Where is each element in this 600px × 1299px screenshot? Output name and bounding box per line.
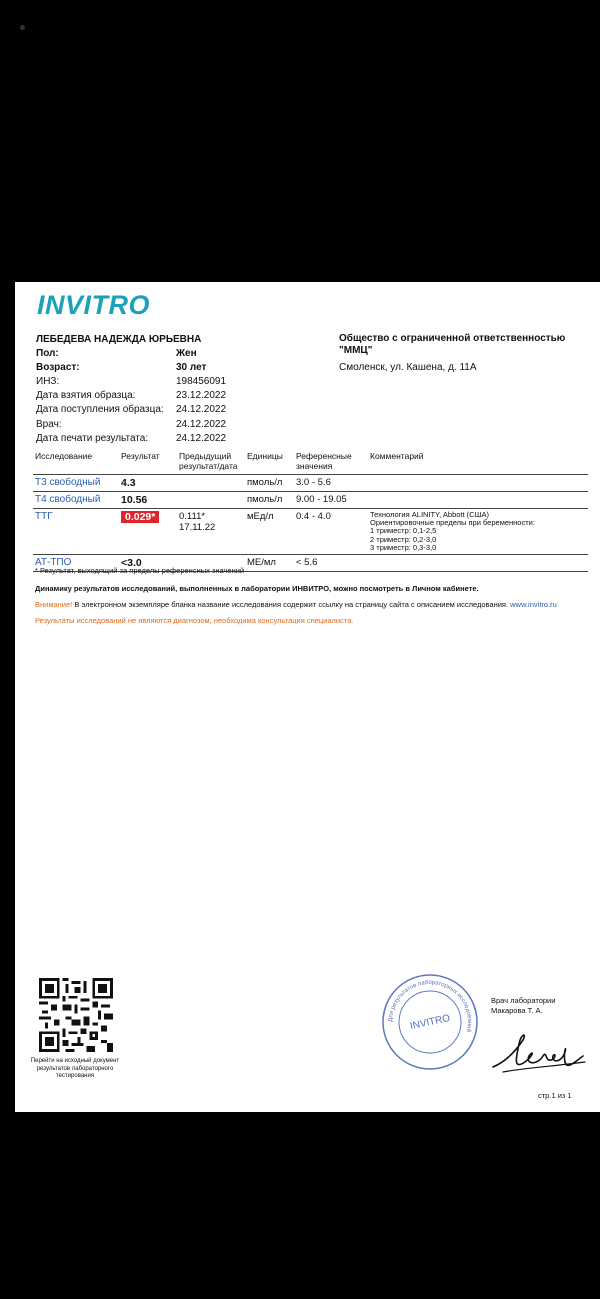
header-ref: Референсные значения: [296, 451, 352, 471]
warning-text: В электронном экземпляре бланка название исследования содержит ссылку на страницу сайта с описанием исследования.: [72, 600, 511, 609]
lab-result-sheet: [15, 282, 600, 1112]
stamp-icon: [380, 972, 480, 1072]
field-inz: ИНЗ: 198456091: [36, 376, 227, 388]
qr-caption: Перейти на исходный документ результатов лабораторного тестирования: [30, 1058, 120, 1079]
prev-value: [177, 475, 245, 492]
doctor-name: Макарова Т. А.: [491, 1006, 543, 1015]
dynamics-note: Динамику результатов исследований, выполненных в лаборатории ИНВИТРО, можно посмотреть в Личном кабинете.: [35, 584, 479, 593]
test-link-t4[interactable]: Т4 свободный: [35, 494, 101, 505]
qr-code-icon[interactable]: [39, 978, 113, 1052]
org-name-line1: Общество с ограниченной ответственностью: [339, 333, 566, 344]
table-row: [33, 509, 588, 555]
warning-prefix: Внимание!: [35, 600, 73, 609]
results-table: [33, 449, 588, 572]
patient-info: [36, 333, 226, 446]
table-header-row: [33, 449, 588, 475]
stamp-ring-text: Для результатов лабораторных исследований: [387, 980, 473, 1033]
units-value: МЕ/мл: [245, 555, 294, 572]
org-address: Смоленск, ул. Кашена, д. 11А: [339, 362, 477, 373]
stamp-center-text: INVITRO: [409, 1012, 452, 1033]
status-bar-dot: [20, 25, 25, 30]
test-link-ttg[interactable]: ТТГ: [35, 511, 53, 522]
page-number: стр.1 из 1: [538, 1091, 572, 1100]
table-row: [33, 475, 588, 492]
header-result: Результат: [121, 451, 160, 461]
ref-value: 9.00 - 19.05: [294, 492, 368, 509]
result-value-flagged: 0.029*: [121, 511, 159, 523]
doctor-block: [491, 996, 555, 1016]
comment-value: Технология ALINITY, Abbott (США) Ориентировочные пределы при беременности: 1 триместр: 0,1-2,5 2 триместр: 0,2-3,0 3 триместр: 0,3-3,0: [368, 509, 588, 555]
doctor-title: Врач лаборатории: [491, 996, 556, 1005]
field-doctor: Врач: 24.12.2022: [36, 418, 227, 430]
prev-value: [177, 492, 245, 509]
org-name-line2: "ММЦ": [339, 345, 373, 356]
ref-value: < 5.6: [294, 555, 368, 572]
ref-value: 3.0 - 5.6: [294, 475, 368, 492]
signature-icon: [485, 1022, 595, 1082]
field-sex: Пол: Жен: [36, 348, 197, 360]
header-units: Единицы: [247, 451, 283, 461]
test-link-at-tpo[interactable]: АТ-ТПО: [35, 557, 72, 569]
prev-value: 0.111*: [179, 511, 206, 522]
warning-note: [35, 600, 557, 609]
table-row: [33, 492, 588, 509]
patient-name: ЛЕБЕДЕВА НАДЕЖДА ЮРЬЕВНА: [36, 334, 202, 345]
header-test: Исследование: [35, 451, 93, 461]
field-age: Возраст: 30 лет: [36, 362, 207, 374]
result-value: 10.56: [121, 494, 148, 506]
comment-value: [368, 492, 588, 509]
units-value: пмоль/л: [245, 475, 294, 492]
ref-value: 0.4 - 4.0: [294, 509, 368, 555]
comment-value: [368, 475, 588, 492]
header-prev: Предыдущий результат/дата: [179, 451, 238, 471]
comment-value: [368, 555, 588, 572]
test-link-t3[interactable]: Т3 свободный: [35, 477, 101, 488]
prev-date: 17.11.22: [179, 522, 216, 533]
invitro-logo: INVITRO: [37, 290, 151, 320]
field-print-date: Дата печати результата: 24.12.2022: [36, 432, 227, 444]
field-sample-date: Дата взятия образца: 23.12.2022: [36, 390, 227, 402]
result-value: <3.0: [121, 557, 142, 570]
disclaimer: Результаты исследований не являются диагнозом, необходима консультация специалиста.: [35, 616, 354, 625]
header-comment: Комментарий: [370, 451, 424, 461]
footnote: * Результат, выходящий за пределы референсных значений: [35, 566, 245, 575]
units-value: мЕд/л: [245, 509, 294, 555]
field-receipt-date: Дата поступления образца: 24.12.2022: [36, 404, 227, 416]
result-value: 4.3: [121, 477, 136, 489]
units-value: пмоль/л: [245, 492, 294, 509]
organization-info: [339, 333, 565, 374]
invitro-url-link[interactable]: www.invitro.ru: [510, 600, 557, 609]
